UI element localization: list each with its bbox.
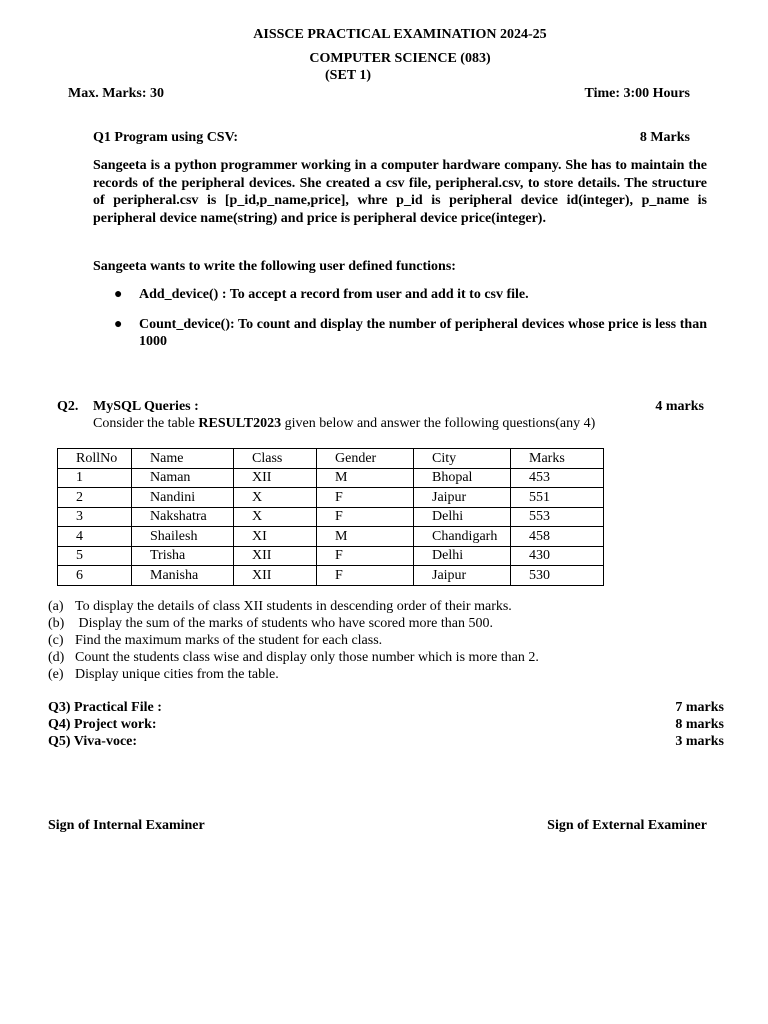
question-text: Find the maximum marks of the student for each class.	[75, 633, 383, 648]
table-cell: Delhi	[414, 546, 511, 566]
time-duration: Time: 3:00 Hours	[584, 86, 690, 101]
q1-paragraph: Sangeeta is a python programmer working in a computer hardware company. She has to maintain the records of the peripheral devices. She created a csv file, peripheral.csv, to store details. The structure of peripheral.csv is [p_id,p_name,price], whre p_id is peripheral device id(integer), p_name is peripheral device name(string) and price is peripheral device price(integer).	[93, 158, 707, 227]
q2-intro-after: given below and answer the following questions(any 4)	[281, 416, 596, 431]
table-cell: F	[317, 546, 414, 566]
table-cell: 430	[511, 546, 604, 566]
table-cell: F	[317, 507, 414, 527]
q1-intro: Sangeeta wants to write the following user defined functions:	[93, 259, 456, 274]
bullet-icon: ●	[114, 317, 123, 332]
subject-title: COMPUTER SCIENCE (083)	[309, 51, 491, 66]
table-cell: Nandini	[132, 488, 234, 508]
max-marks: Max. Marks: 30	[68, 86, 165, 101]
q2-intro	[93, 415, 595, 432]
table-cell: 453	[511, 468, 604, 488]
table-cell: 553	[511, 507, 604, 527]
q2-table-name: RESULT2023	[198, 416, 282, 431]
q1-bullet-text: Add_device() : To accept a record from user and add it to csv file.	[139, 287, 529, 302]
question-text: Display unique cities from the table.	[75, 667, 279, 682]
table-cell: Trisha	[132, 546, 234, 566]
bullet-icon: ●	[114, 287, 123, 302]
q1-bullet-text: Count_device(): To count and display the number of peripheral devices whose price is less than 1000	[139, 317, 707, 349]
q2-heading: MySQL Queries :	[93, 399, 199, 414]
table-row	[58, 527, 604, 547]
table-cell: 4	[58, 527, 132, 547]
question-text: To display the details of class XII students in descending order of their marks.	[75, 599, 512, 614]
table-cell: Shailesh	[132, 527, 234, 547]
table-header-cell: Gender	[317, 449, 414, 469]
table-row	[58, 566, 604, 586]
table-cell: M	[317, 468, 414, 488]
external-examiner-signature: Sign of External Examiner	[547, 818, 707, 833]
table-cell: XII	[234, 546, 317, 566]
table-header-cell: Class	[234, 449, 317, 469]
question-label: (c)	[48, 633, 64, 648]
q3-label: Q3) Practical File :	[48, 700, 162, 715]
table-cell: 2	[58, 488, 132, 508]
q1-marks: 8 Marks	[639, 130, 690, 145]
table-cell: XII	[234, 566, 317, 586]
question-text: Display the sum of the marks of students who have scored more than 500.	[75, 616, 493, 631]
table-cell: Bhopal	[414, 468, 511, 488]
question-label: (a)	[48, 599, 64, 614]
q5-marks: 3 marks	[675, 734, 724, 749]
result-table	[57, 448, 604, 586]
table-cell: 551	[511, 488, 604, 508]
set-label: (SET 1)	[325, 68, 372, 83]
table-cell: XII	[234, 468, 317, 488]
q2-number: Q2.	[57, 399, 79, 414]
table-cell: 3	[58, 507, 132, 527]
table-cell: 6	[58, 566, 132, 586]
table-header-cell: RollNo	[58, 449, 132, 469]
q1-bullet-item	[114, 286, 707, 303]
table-cell: Jaipur	[414, 488, 511, 508]
q2-intro-before: Consider the table	[93, 416, 199, 431]
table-cell: Naman	[132, 468, 234, 488]
q2-marks: 4 marks	[655, 399, 704, 414]
table-cell: X	[234, 507, 317, 527]
table-cell: XI	[234, 527, 317, 547]
table-cell: Jaipur	[414, 566, 511, 586]
internal-examiner-signature: Sign of Internal Examiner	[48, 818, 205, 833]
q1-bullet-item	[114, 316, 707, 350]
table-header-cell: Marks	[511, 449, 604, 469]
question-label: (d)	[48, 650, 65, 665]
question-label: (e)	[48, 667, 64, 682]
table-header-cell: Name	[132, 449, 234, 469]
question-text: Count the students class wise and display only those number which is more than 2.	[75, 650, 539, 665]
table-row	[58, 488, 604, 508]
q1-heading: Q1 Program using CSV:	[93, 130, 239, 145]
table-row	[58, 468, 604, 488]
table-cell: Delhi	[414, 507, 511, 527]
table-cell: Chandigarh	[414, 527, 511, 547]
table-cell: Manisha	[132, 566, 234, 586]
q5-label: Q5) Viva-voce:	[48, 734, 138, 749]
table-cell: X	[234, 488, 317, 508]
q4-marks: 8 marks	[675, 717, 724, 732]
table-row	[58, 507, 604, 527]
table-cell: F	[317, 566, 414, 586]
table-row	[58, 546, 604, 566]
table-cell: 530	[511, 566, 604, 586]
table-cell: M	[317, 527, 414, 547]
table-cell: 1	[58, 468, 132, 488]
exam-title: AISSCE PRACTICAL EXAMINATION 2024-25	[253, 27, 547, 42]
table-header-row	[58, 449, 604, 469]
table-cell: 458	[511, 527, 604, 547]
table-cell: Nakshatra	[132, 507, 234, 527]
question-label: (b)	[48, 616, 65, 631]
q3-marks: 7 marks	[675, 700, 724, 715]
table-cell: 5	[58, 546, 132, 566]
q4-label: Q4) Project work:	[48, 717, 157, 732]
table-cell: F	[317, 488, 414, 508]
table-header-cell: City	[414, 449, 511, 469]
